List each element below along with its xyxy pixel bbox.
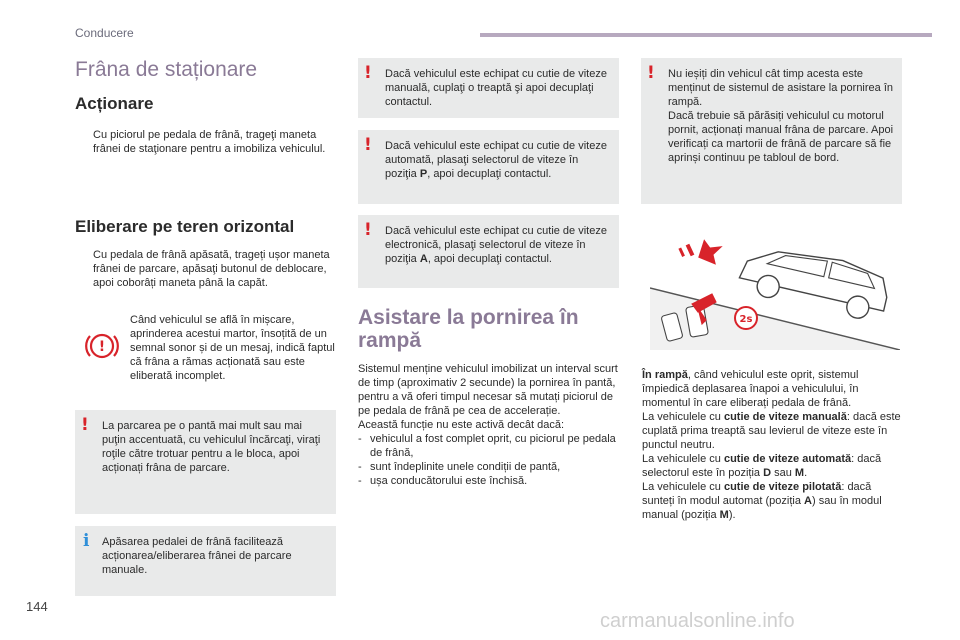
svg-text:!: ! [98,339,106,355]
assist-condition: - ușa conducătorului este închisă. [358,475,528,487]
ramp-text [642,368,904,522]
callout-manual-gearbox [358,58,619,118]
assist-title: Asistare la pornirea în rampă [358,306,579,352]
brake-warning-text: Când vehiculul se află în mișcare, aprinderea acestui martor, însoțită de un semnal sonor și de un mesaj, indică faptul că frâna a rămas acționată sau este eliberată incomplet. [130,314,335,382]
callout-parking-slope [75,410,336,514]
callout-automatic-gearbox [358,130,619,204]
assist-intro: Sistemul menține vehiculul imobilizat un interval scurt de timp (aproximativ 2 secunde) la pornirea în pantă, pentru a vă oferi timpul necesar să mutați piciorul de pe pedala de frână pe cea de accelerație. Această funcție nu este activă decât dacă: [358,363,618,431]
info-icon: i [83,531,90,551]
eliberare-text: Cu pedala de frână apăsată, trageți ușor maneta frânei de parcare, apăsaţi butonul de deblocare, apoi coborâți maneta până la capăt. [93,249,330,289]
callout-text: La parcarea pe o pantă mai mult sau mai puţin accentuată, cu vehiculul încărcaţi, viraţi roţile către trotuar pentru a le bloca, apoi acționați frâna de parcare. [102,420,321,474]
callout-text: Apăsarea pedalei de frână facilitează acționarea/eliberarea frânei de parcare manuale. [102,536,292,576]
callout-text: Dacă vehiculul este echipat cu cutie de viteze electronică, plasaţi selectorul de viteze în poziţia A, apoi decuplaţi contactul. [385,225,607,265]
callout-electronic-gearbox [358,215,619,288]
callout-brake-pedal-info [75,526,336,596]
heading-eliberare: Eliberare pe teren orizontal [75,217,295,236]
ramp-paragraph: La vehiculele cu cutie de viteze automată: dacă selectorul este în poziția D sau M. [642,453,882,479]
watermark: carmanualsonline.info [600,610,795,632]
page-title: Frâna de staționare [75,58,258,81]
ramp-paragraph: La vehiculele cu cutie de viteze pilotată: dacă sunteți în modul automat (poziția A) sau în modul manual (poziția M). [642,481,882,521]
callout-text: Dacă vehiculul este echipat cu cutie de viteze automată, plasaţi selectorul de viteze în poziţia P, apoi decuplaţi contactul. [385,140,607,180]
callout-text: Nu ieșiți din vehicul cât timp acesta este menținut de sistemul de asistare la pornirea în rampă. Dacă trebuie să părăsiți vehiculul cu motorul pornit, acționați manual frâna de parcare. Apoi verificați ca martorii de frână de parcare să fie aprinși continuu pe tabloul de bord. [668,68,894,164]
car-on-slope-illustration [650,232,900,350]
callout-hill-assist-warning [641,58,902,204]
ramp-paragraph: La vehiculele cu cutie de viteze manuală: dacă este cuplată prima treaptă sau levierul de viteze este în punctul neutru. [642,411,901,451]
assist-condition: - sunt îndeplinite unele condiții de pantă, [358,461,561,473]
warning-exclamation-icon: ! [364,135,372,155]
header-section-label: Conducere [75,26,134,40]
brake-warning-icon [85,329,119,363]
heading-actionare: Acționare [75,94,154,113]
header-rule [480,33,932,37]
actionare-text: Cu piciorul pe pedala de frână, trageţi maneta frânei de staţionare pentru a imobiliza vehiculul. [93,129,326,155]
warning-exclamation-icon: ! [81,415,89,435]
paragraph-eliberare [77,248,339,290]
checkbox-bullet-icon [77,248,93,290]
callout-text: Dacă vehiculul este echipat cu cutie de viteze manuală, cuplaţi o treaptă şi apoi decuplaţi contactul. [385,68,607,108]
assist-body [358,362,620,488]
paragraph-actionare [77,128,339,156]
ramp-paragraph: În rampă, când vehiculul este oprit, sistemul împiedică deplasarea înapoi a vehiculului, în momentul în care eliberați pedala de frână. [642,369,859,409]
warning-exclamation-icon: ! [364,63,372,83]
warning-exclamation-icon: ! [364,220,372,240]
checkbox-bullet-icon [77,128,93,156]
page-number: 144 [26,599,48,614]
assist-condition: - vehiculul a fost complet oprit, cu piciorul pe pedala de frână, [358,433,616,459]
svg-text:2s: 2s [739,314,753,325]
warning-exclamation-icon: ! [647,63,655,83]
